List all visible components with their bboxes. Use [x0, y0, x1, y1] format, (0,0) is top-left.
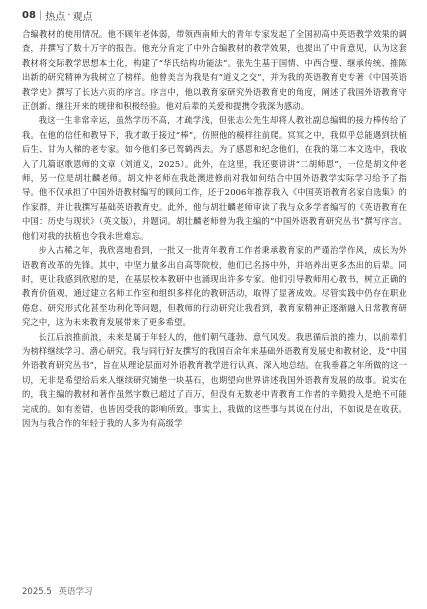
paragraph-3: 步入古稀之年，我欣喜地看到，一批又一批青年教育工作者秉承教育家的严谨治学作风，成长为外语教育改革的先锋。其中，中坚力量多出自高等院校，他们已名扬中外，并培养出更多杰出的后辈。同时，更让我感到欣慰的是，在基层校本教研中也涌现出许多专家。他们引导教师用心教书，树立正确的教育价值观，通过建立名师工作室和组织多样化的教研活动，取得了显著成效。尽管实践中仍存在职业倦怠、研究形式化甚至功利化等问题，但教师的行动研究让我看到，教育家精神正逐渐融入日常教育研究之中，这为未来教育发展带来了更多希望。 [22, 245, 407, 328]
page-header [22, 8, 92, 23]
journal-name: 英语学习 [58, 587, 93, 597]
page-footer [22, 585, 92, 597]
paragraph-4: 长江后浪推前浪，未来是属于年轻人的，他们朝气蓬勃、意气风发。我思循后浪的推力，以前辈们为榜样继续学习、潜心研究。我与同行好友撰写的我国百余年来基础外语教育发展史和教材论，及“中国外语教育研究丛书”，旨在从理论层面对外语教育教学进行认真、深入地总结。在我垂暮之年所做的这一切，无非是希望给后来人继续研究铺垫一块基石，也期望向世界讲述我国外语教育发展的故事。说实在的，我主编的教材和著作虽然字数已超过了百万，但没有无数老中青教育工作者的辛勤投入是绝不可能完成的。如有差错，也皆因受我的影响所致。事实上，我做的这些事与其说在付出，不如说是在收获。因为与我合作的年轻于我的人多为有高级学 [22, 331, 407, 428]
paragraph-2: 我这一生非常幸运，虽然学历不高，才疏学浅，但张志公先生却将人教社副总编辑的接力棒传给了我。在他的信任和教导下，我才敢于接过“棒”，仿照他的模样往前爬。冥冥之中，我似乎总能遇到扶植后生、甘为人梯的老专家。如今他们多已驾鹤西去。为了感恩和纪念他们，在我的第二本文选中，我收入了几篇讴歌恩师的文章（刘道义，2025）。此外，在这里，我还要讲讲“二胡师恩”，一位是胡文仲老师，另一位是胡壮麟老师。胡文仲老师在我赴澳进修前对我如何结合中国外语教学实际学习给予了指导。他不仅承担了中国外语教材编写的顾问工作，还于2006年推荐我入《中国英语教育名家自选集》的作家群，并让我撰写基础英语教育史。此外，他与胡壮麟老师审读了我与众多学者编写的《英语教育在中国：历史与现状》（英文版），并题词。胡壮麟老师曾为我主编的“中国外语教育研究丛书”撰写序言。他们对我的扶植也令我永世难忘。 [22, 115, 407, 241]
header-separator: | [38, 10, 43, 21]
section-label-view: 观点 [72, 12, 93, 23]
paragraph-1: 合编教材的使用情况。他不顾年老体弱，带领西南师大的青年专家发起了全国初高中英语教学效果的调查，并撰写了数十万字的报告。他充分肯定了中外合编教材的教学效果，也提出了中肯意见，认为这套教材将交际教学思想本土化，构建了“华氏结构功能法”。张先生基于国情、中西合璧、继承传统、推陈出新的研究精神为我树立了榜样。他曾美言为我是有“道义之交”，并为我的英语教育史专著《中国英语教学史》撰写了长达六页的序言。序言中，他以教育家研究外语教育史的角度，阐述了我国外语教育守正创新、继往开来的规律和积极经验。他对后辈的关爱和提携令我深为感动。 [22, 29, 407, 112]
section-dot: · [67, 10, 71, 21]
issue-number: 2025.5 [22, 587, 52, 597]
article-body [22, 27, 407, 430]
page-number: 08 [22, 10, 36, 21]
section-label-hot: 热点 [45, 12, 66, 23]
